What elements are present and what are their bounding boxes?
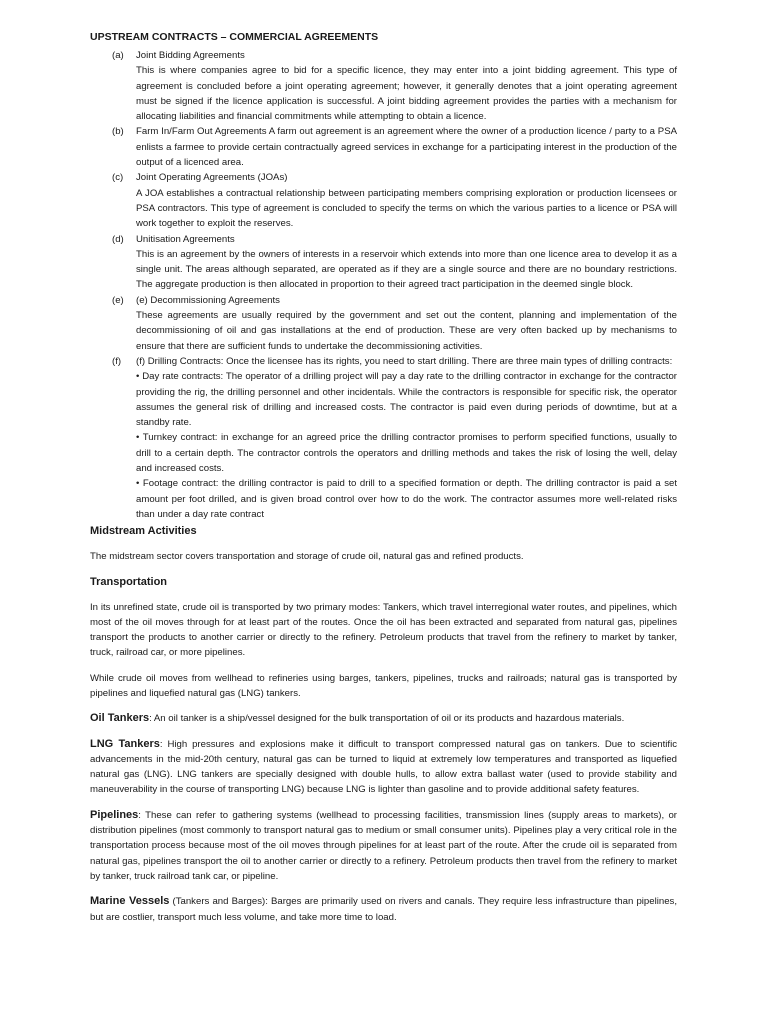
- bullet-day-rate: • Day rate contracts: The operator of a drilling project will pay a day rate to the drilling contractor in exchange for the contractor providing the rig, the drilling personnel and other incidentals. While the contractors is responsible for specific risk, the operator assumes the general risk of drilling and increased costs. The contractor is paid even during periods of downtime, but at a standby rate.: [136, 371, 677, 429]
- midstream-heading: Midstream Activities: [90, 525, 197, 538]
- list-marker: (d): [112, 233, 124, 245]
- oil-tankers-term: Oil Tankers: [90, 712, 150, 725]
- pipelines-term: Pipelines: [90, 808, 139, 821]
- midstream-intro: The midstream sector covers transportation and storage of crude oil, natural gas and refined products.: [90, 551, 524, 563]
- item-heading: (e) Decommissioning Agreements: [136, 294, 280, 306]
- list-marker: (c): [112, 172, 124, 184]
- list-item: [90, 170, 677, 231]
- transportation-para-1: In its unrefined state, crude oil is transported by two primary modes: Tankers, which travel interregional water routes, and pipelines, which most of the oil moves through for at least part of the routes. Once the oil has been extracted and separated from natural gas, pipelines transport the products to another carrier or directly to the refinery. Petroleum products that travel from the refinery to market by tanker, truck, railroad car, or more pipelines.: [90, 601, 677, 659]
- list-marker: (b): [112, 126, 124, 138]
- list-item: [90, 48, 677, 124]
- list-marker: (f): [112, 355, 122, 367]
- list-item: [90, 124, 677, 170]
- lng-tankers-text: : High pressures and explosions make it difficult to transport compressed natural gas on tankers. Due to scientific advancements in the mid-20th century, natural gas can be turned to liquid at extremely low temperatures and transported as liquefied natural gas (LNG). LNG tankers are specially designed with double hulls, to allow extra ballast water (used to provide stability and maneuverability in the course of transporting LNG) because LNG is lighter than gasoline and to provide additional safety features.: [90, 738, 678, 796]
- marine-vessels-para: [90, 894, 677, 925]
- contract-list: [90, 48, 677, 522]
- transportation-para-2: While crude oil moves from wellhead to refineries using barges, tankers, pipelines, trucks and railroads; natural gas is transported by pipelines and liquefied natural gas (LNG) tankers.: [90, 672, 677, 699]
- lng-tankers-term: LNG Tankers: [90, 737, 160, 750]
- item-body: These agreements are usually required by the government and set out the content, planning and implementation of the decommissioning of oil and gas installations at the end of production. These are very often backed up by mechanisms to ensure that there are sufficient funds to undertake the decommissioning activities.: [136, 310, 677, 352]
- item-heading: Joint Operating Agreements (JOAs): [136, 172, 288, 184]
- item-body: This is where companies agree to bid for a specific licence, they may enter into a joint bidding agreement. This type of agreement is concluded before a joint operating agreement; however, it generally denotes that a joint operating agreement must be signed if the licence application is successful. A joint bidding agreement provides the parties with a mechanism for allocating liabilities and financial commitments while attempting to obtain a licence.: [136, 65, 677, 123]
- document-page: [90, 30, 677, 935]
- pipelines-para: [90, 808, 677, 884]
- pipelines-text: : These can refer to gathering systems (wellhead to processing facilities, transmission lines (supply areas to markets), or distribution pipelines (most commonly to transport natural gas to medium or small consumer units). Pipelines play a very critical role in the transportation process because most of the oil moves through pipelines for at least part of the route. After the crude oil is separated from natural gas, pipelines transport the oil to another carrier or directly to a refinery. Petroleum products then travel from the refinery to market by tanker, truck railroad tank car, or pipeline.: [90, 809, 677, 882]
- item-heading: Farm In/Farm Out Agreements A farm out agreement is an agreement where the owner of a production licence / party to a PSA enlists a farmee to provide certain contractually agreed services in exchange for a participating interest in the production of the output of a licenced area.: [136, 126, 677, 169]
- list-item: [90, 232, 677, 293]
- list-marker: (a): [112, 50, 124, 61]
- transportation-heading: Transportation: [90, 575, 168, 588]
- list-item: [90, 293, 677, 354]
- marine-vessels-term: Marine Vessels: [90, 895, 170, 908]
- item-body: A JOA establishes a contractual relationship between participating members comprising exploration or production licensees or PSA contractors. This type of agreement is concluded to specify the terms on which the various parties to a licence or PSA will work together to exploit the reserves.: [136, 187, 677, 230]
- list-item: [90, 354, 677, 522]
- oil-tankers-para: [90, 711, 677, 726]
- item-heading: (f) Drilling Contracts: Once the licensee has its rights, you need to start drilling. There are three main types of drilling contracts:: [136, 355, 673, 367]
- bullet-footage: • Footage contract: the drilling contractor is paid to drill to a specified formation or depth. The drilling contractor is paid a set amount per foot drilled, and is given broad control over how to do the work. The contractor assumes more well-related risks than under a day rate contract: [136, 478, 677, 520]
- lng-tankers-para: [90, 737, 677, 798]
- item-heading: Unitisation Agreements: [136, 233, 235, 245]
- list-marker: (e): [112, 294, 124, 306]
- document-title: UPSTREAM CONTRACTS – COMMERCIAL AGREEMENTS: [90, 31, 379, 43]
- item-body: This is an agreement by the owners of interests in a reservoir which extends into more than one licence area to develop it as a single unit. The areas although separated, are operated as if they are a single source and there are no boundary restrictions. The aggregate production is then allocated in proportion to their agreed tract participation in the deemed single block.: [136, 248, 677, 291]
- item-heading: Joint Bidding Agreements: [136, 50, 245, 61]
- oil-tankers-text: : An oil tanker is a ship/vessel designed for the bulk transportation of oil or its products and hazardous materials.: [149, 713, 625, 725]
- marine-vessels-text: (Tankers and Barges): Barges are primarily used on rivers and canals. They require less infrastructure than pipelines, but are costlier, transport much less volume, and take more time to load.: [90, 896, 677, 923]
- bullet-turnkey: • Turnkey contract: in exchange for an agreed price the drilling contractor promises to perform specified functions, usually to drill to a certain depth. The contractor controls the operators and drilling methods and takes the risk of losing the well, delay and increased costs.: [136, 432, 677, 475]
